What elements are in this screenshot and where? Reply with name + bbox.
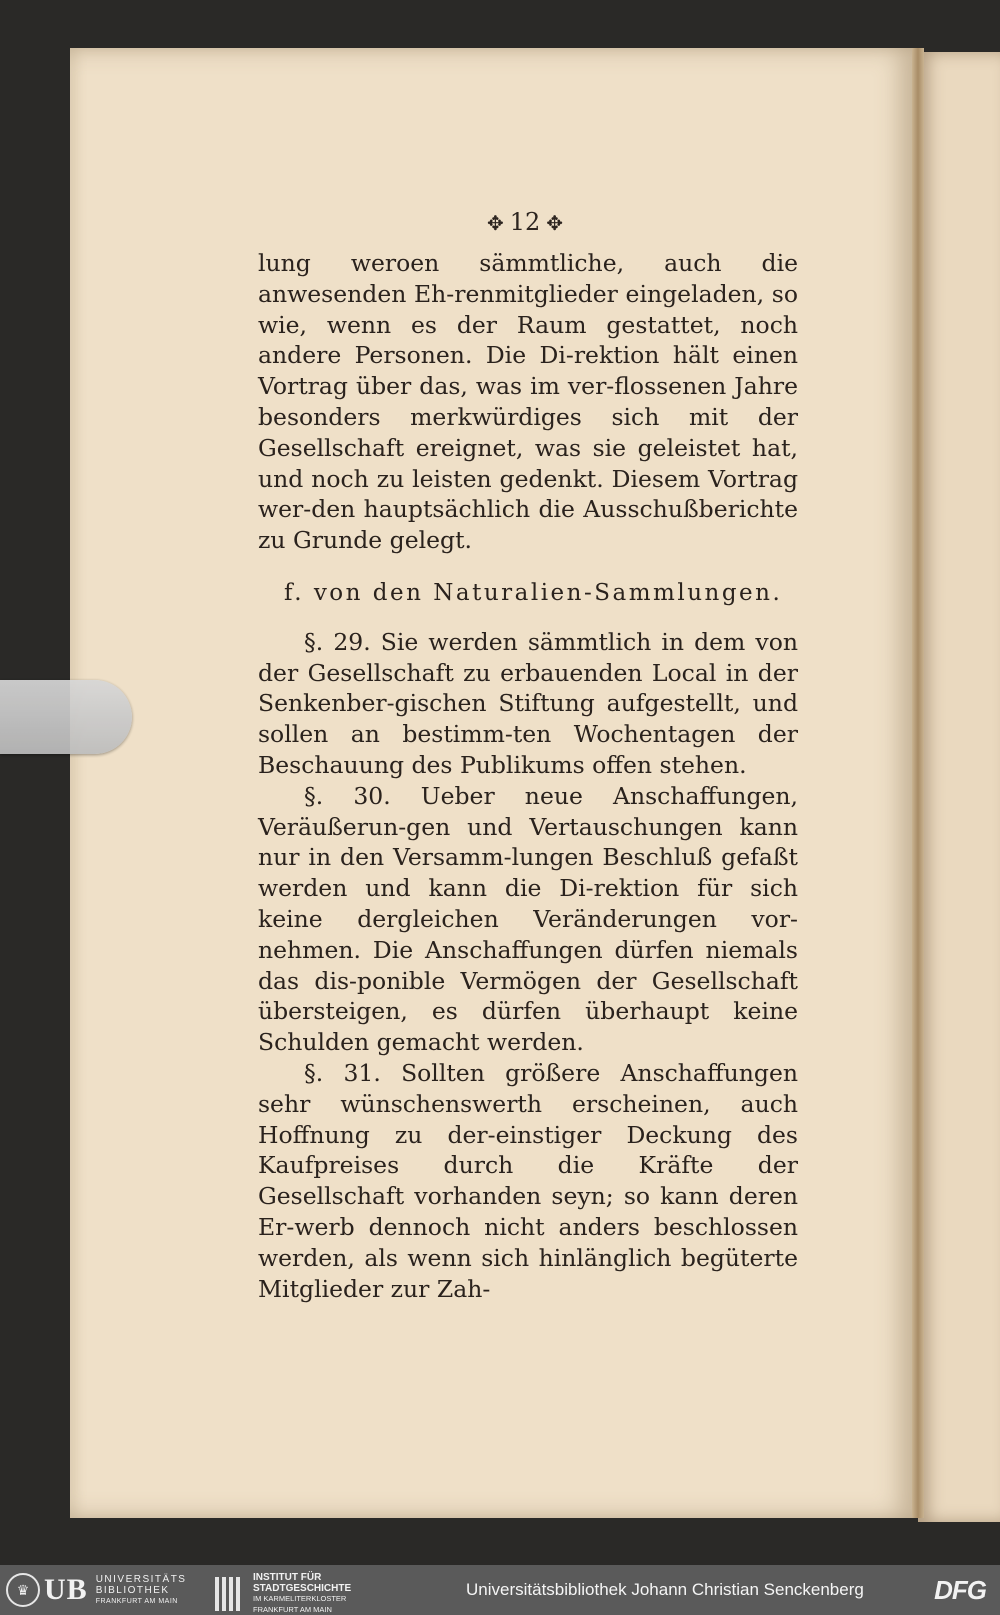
ub-line-3: FRANKFURT AM MAIN [95,1597,178,1605]
isg-logo[interactable] [215,1573,351,1615]
paragraph-29: §. 29. Sie werden sämmtlich in dem von der Gesellschaft zu erbauenden Local in der Senkenber-gischen Stiftung aufgestellt, und sollen an bestimm-ten Wochentagen der Beschauung des Publikums offen stehen. [258,627,798,779]
dfg-logo[interactable]: DFG [934,1575,986,1605]
ub-logo[interactable] [6,1573,186,1607]
ub-line-2: BIBLIOTHEK [95,1584,170,1596]
isg-wordmark [253,1573,351,1615]
ub-mark: UB [44,1573,88,1606]
columns-icon [215,1577,245,1611]
isg-line-3: IM KARMELITERKLOSTER [253,1594,347,1603]
seal-icon: ♛ [6,1573,40,1607]
footer-bar [0,1565,1000,1615]
viewer-side-tab[interactable] [0,680,132,754]
paragraph-30: §. 30. Ueber neue Anschaffungen, Veräußerun-gen und Vertauschungen kann nur in den Versamm-lungen Beschluß gefaßt werden und kann die Di-rektion für sich keine dergleichen Veränderungen vor-nehmen. Die Anschaffungen dürfen niemals das dis-ponible Vermögen der Gesellschaft übersteigen, es dürfen überhaupt keine Schulden gemacht werden. [258,781,798,1057]
page-gutter [912,48,924,1518]
isg-line-2: STADTGESCHICHTE [253,1582,352,1594]
facing-page-edge [918,52,1000,1522]
ub-wordmark [96,1574,187,1607]
paragraph-continuation: lung weroen sämmtliche, auch die anwesenden Eh-renmitglieder eingeladen, so wie, wenn es der Raum gestattet, noch andere Personen. Die Di-rektion hält einen Vortrag über das, was im ver-flossenen Jahre besonders merkwürdiges sich mit der Gesellschaft ereignet, was sie geleistet hat, und noch zu leisten gedenkt. Diesem Vortrag wer-den hauptsächlich die Ausschußberichte zu Grunde gelegt. [258,249,798,555]
paragraph-31: §. 31. Sollten größere Anschaffungen sehr wünschenswerth erscheinen, auch Hoffnung zu der-einstiger Deckung des Kaufpreises durch die Kräfte der Gesellschaft vorhanden seyn; so kann deren Er-werb dennoch nicht anders beschlossen werden, als wenn sich hinlänglich begüterte Mitglieder zur Zah- [258,1058,798,1303]
ub-line-1: UNIVERSITÄTS [95,1573,187,1585]
page-number [470,208,580,236]
section-heading: f. von den Naturalien-Sammlungen. [284,579,783,606]
ornament-right-icon: ✥ [546,211,564,235]
isg-line-1: INSTITUT FÜR [253,1572,322,1583]
library-name[interactable]: Universitätsbibliothek Johann Christian Senckenberg [466,1580,864,1599]
ornament-left-icon: ✥ [486,211,504,235]
page-text [258,248,798,1304]
isg-line-4: FRANKFURT AM MAIN [253,1604,332,1614]
page-number-value: 12 [509,208,541,236]
